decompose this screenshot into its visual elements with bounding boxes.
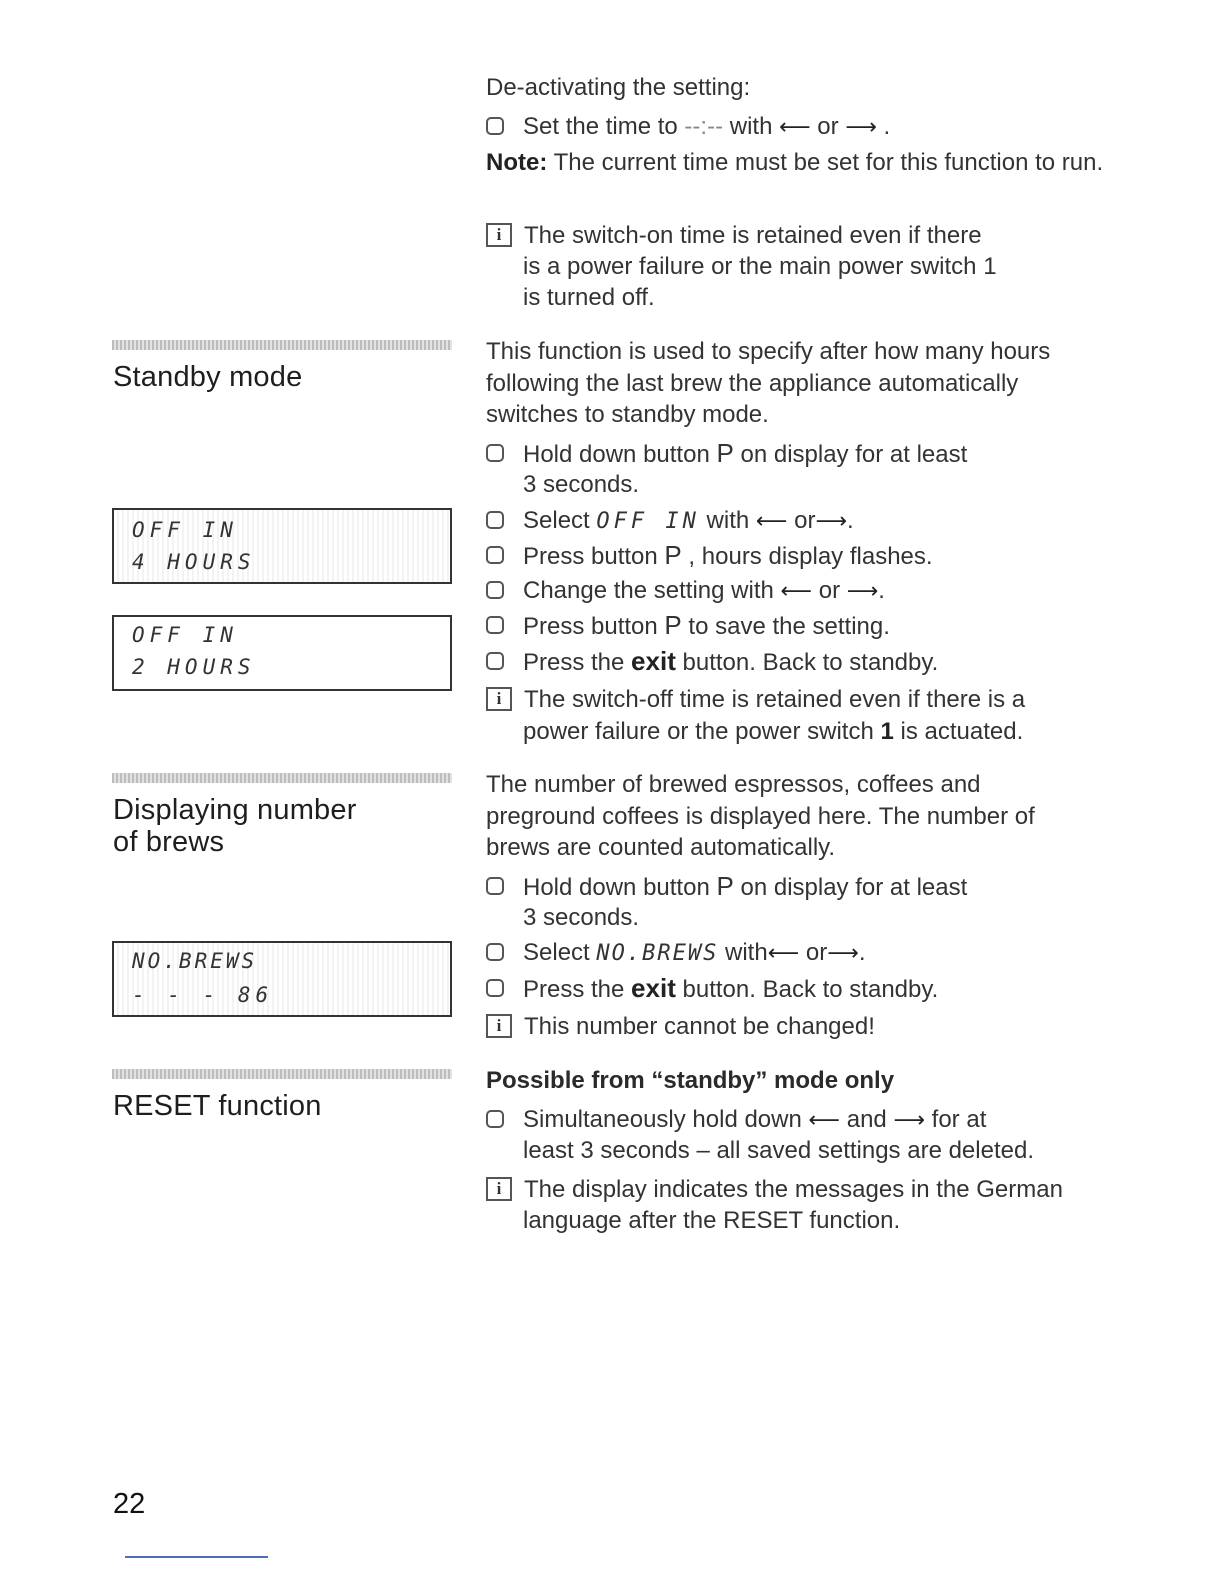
lcd-line: - - - 86 bbox=[132, 983, 274, 1007]
checkbox-bullet-icon bbox=[486, 511, 504, 529]
list-item: Press button P to save the setting. bbox=[486, 610, 890, 642]
footer-divider bbox=[125, 1556, 268, 1558]
exit-button-label: exit bbox=[631, 646, 676, 676]
paragraph-line: switches to standby mode. bbox=[486, 401, 769, 428]
info-text: This number cannot be changed! bbox=[524, 1013, 875, 1040]
note-paragraph bbox=[486, 147, 1106, 178]
checkbox-bullet-icon bbox=[486, 616, 504, 634]
list-item: Press button P , hours display flashes. bbox=[486, 540, 933, 572]
info-item bbox=[486, 684, 1025, 715]
lcd-code: OFF IN bbox=[596, 509, 700, 534]
exit-button-label: exit bbox=[631, 973, 676, 1003]
info-item bbox=[486, 220, 982, 251]
checkbox-bullet-icon bbox=[486, 943, 504, 961]
list-item: Press the exit button. Back to standby. bbox=[486, 646, 938, 678]
list-item: Hold down button P on display for at least bbox=[486, 871, 967, 903]
paragraph-line: The number of brewed espressos, coffees and bbox=[486, 771, 981, 798]
section-title-brews: Displaying number bbox=[113, 794, 357, 826]
info-text-line: language after the RESET function. bbox=[523, 1207, 901, 1234]
list-item: Select OFF IN with ⟵ or⟶. bbox=[486, 505, 854, 537]
left-arrow-icon: ⟵ bbox=[767, 940, 800, 965]
section-title-brews-line2: of brews bbox=[113, 826, 225, 858]
info-text: The display indicates the messages in the German bbox=[524, 1176, 1063, 1203]
checkbox-bullet-icon bbox=[486, 581, 504, 599]
info-text: The switch-on time is retained even if there bbox=[524, 222, 982, 249]
checkbox-bullet-icon bbox=[486, 444, 504, 462]
paragraph-line: This function is used to specify after how many hours bbox=[486, 338, 1051, 365]
checkbox-bullet-icon bbox=[486, 117, 504, 135]
lcd-line: 2 HOURS bbox=[132, 655, 256, 679]
right-arrow-icon: ⟶ bbox=[827, 940, 859, 965]
lcd-display bbox=[112, 615, 452, 691]
list-item: Select NO.BREWS with⟵ or⟶. bbox=[486, 937, 865, 969]
checkbox-bullet-icon bbox=[486, 652, 504, 670]
info-item bbox=[486, 1174, 1063, 1205]
section-rule bbox=[112, 1069, 452, 1079]
list-item-cont: 3 seconds. bbox=[523, 904, 640, 931]
set-time-text: Set the time to --:-- with ⟵ or ⟶ . bbox=[523, 113, 891, 140]
lcd-line: OFF IN bbox=[132, 518, 238, 542]
p-button-label: P bbox=[716, 871, 734, 901]
list-item-cont: least 3 seconds – all saved settings are deleted. bbox=[523, 1137, 1034, 1164]
checkbox-bullet-icon bbox=[486, 877, 504, 895]
info-text-line: power failure or the power switch 1 is actuated. bbox=[523, 718, 1024, 745]
note-text: The current time must be set for this function to run. bbox=[547, 149, 1104, 176]
section-rule bbox=[112, 340, 452, 350]
list-item: Simultaneously hold down ⟵ and ⟶ for at bbox=[486, 1104, 986, 1135]
lcd-line: OFF IN bbox=[132, 623, 238, 647]
paragraph-line: brews are counted automatically. bbox=[486, 834, 836, 861]
info-icon: i bbox=[486, 223, 512, 247]
paragraph-line: preground coffees is displayed here. The number of bbox=[486, 803, 1035, 830]
info-icon: i bbox=[486, 1177, 512, 1201]
section-rule bbox=[112, 773, 452, 783]
info-text-line: is a power failure or the main power switch 1 bbox=[523, 253, 997, 280]
info-text-line: is turned off. bbox=[523, 284, 655, 311]
right-arrow-icon: ⟶ bbox=[815, 508, 847, 533]
info-icon: i bbox=[486, 687, 512, 711]
info-icon: i bbox=[486, 1014, 512, 1038]
lcd-display bbox=[112, 941, 452, 1017]
left-arrow-icon: ⟵ bbox=[779, 114, 811, 139]
lcd-display bbox=[112, 508, 452, 584]
p-button-label: P bbox=[716, 438, 734, 468]
paragraph-line: following the last brew the appliance automatically bbox=[486, 370, 1019, 397]
right-arrow-icon: ⟶ bbox=[846, 578, 879, 603]
section-title-standby: Standby mode bbox=[113, 361, 303, 393]
list-item: Change the setting with ⟵ or ⟶. bbox=[486, 575, 885, 606]
reset-subheading: Possible from “standby” mode only bbox=[486, 1067, 895, 1094]
left-arrow-icon: ⟵ bbox=[780, 578, 813, 603]
list-item: Press the exit button. Back to standby. bbox=[486, 973, 938, 1005]
left-arrow-icon: ⟵ bbox=[755, 508, 788, 533]
note-label: Note: bbox=[486, 149, 548, 176]
lcd-line: NO.BREWS bbox=[132, 949, 258, 973]
list-item-cont: 3 seconds. bbox=[523, 471, 640, 498]
list-item bbox=[486, 111, 890, 142]
lcd-line: 4 HOURS bbox=[132, 550, 256, 574]
checkbox-bullet-icon bbox=[486, 1110, 504, 1128]
lcd-code: NO.BREWS bbox=[596, 941, 719, 966]
right-arrow-icon: ⟶ bbox=[845, 114, 877, 139]
checkbox-bullet-icon bbox=[486, 979, 504, 997]
page-number: 22 bbox=[113, 1488, 146, 1520]
list-item: Hold down button P on display for at least bbox=[486, 438, 967, 470]
checkbox-bullet-icon bbox=[486, 546, 504, 564]
p-button-label: P bbox=[664, 610, 682, 640]
info-text: The switch-off time is retained even if there is a bbox=[524, 686, 1026, 713]
p-button-label: P bbox=[664, 540, 682, 570]
left-arrow-icon: ⟵ bbox=[808, 1107, 841, 1132]
right-arrow-icon: ⟶ bbox=[893, 1107, 925, 1132]
section-title-reset: RESET function bbox=[113, 1090, 322, 1122]
deactivating-heading: De-activating the setting: bbox=[486, 74, 751, 101]
info-item bbox=[486, 1011, 875, 1042]
